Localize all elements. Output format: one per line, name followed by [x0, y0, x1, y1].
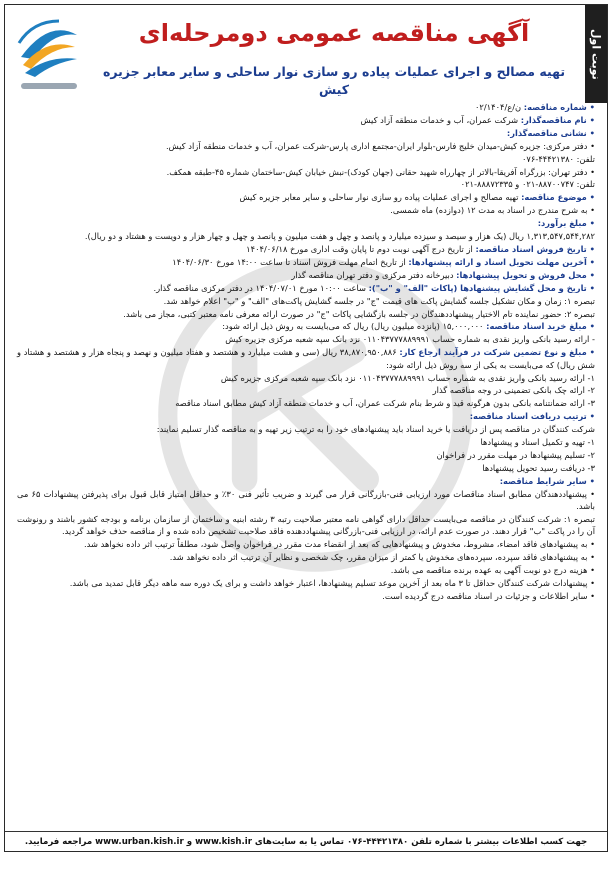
section-label: آخرین مهلت تحویل اسناد و ارائه پیشنهادها:: [408, 256, 587, 267]
section-text: ۲- ارائه چک بانکی تضمینی در وجه مناقصه گذار: [432, 385, 595, 396]
section-text: از تاریخ اتمام مهلت فروش اسناد تا ساعت ۱۴:۰۰ مورخ ۱۴۰۴/۰۶/۳۰: [172, 256, 409, 267]
section-label: تاریخ و محل گشایش پیشنهادها (پاکات "الف" و "ب"):: [368, 282, 587, 293]
tender-section-row: [17, 166, 595, 178]
section-text: ساعت ۱۰:۰۰ مورخ ۱۴۰۴/۰۷/۰۱ در دفتر مرکزی مناقصه گذار.: [153, 282, 369, 293]
tender-section-row: [17, 282, 595, 294]
tender-section-row: [17, 397, 595, 409]
section-label: ترتیب دریافت اسناد مناقصه:: [469, 411, 587, 422]
section-text: تلفن: ۴۴۴۲۱۳۸۰-۰۷۶: [521, 153, 595, 164]
section-text: • دفتر مرکزی: جزیره کیش-میدان خلیج فارس-بلوار ایران-مجتمع اداری پارس-شرکت عمران، آب و خدمات منطقه آزاد کیش.: [165, 140, 595, 151]
page-title: آگهی مناقصه عمومی دومرحله‌ای: [138, 19, 530, 47]
section-text: تبصره ۱: زمان و مکان تشکیل جلسه گشایش پاکت های قیمت "ج" در جلسه گشایش پاکت‌های "الف" و "ب" اعلام خواهد شد.: [163, 295, 595, 306]
section-text: • پیشنهادات شرکت کنندگان حداقل تا ۳ ماه بعد از آخرین موعد تسلیم پیشنهادها، اعتبار خواهد داشت و برای یک دوره سه ماهه دیگر قابل تمدید می باشد.: [69, 578, 595, 589]
section-text: شرکت عمران، آب و خدمات منطقه آزاد کیش: [360, 114, 521, 125]
section-text: ۱,۳۱۳,۵۴۷,۵۴۴,۲۸۲ ریال (یک هزار و سیصد و سیزده میلیارد و پانصد و چهل و هفت میلیون و پانصد و چهل و چهار هزار و دویست و هشتاد و دو ریال).: [84, 231, 595, 242]
section-text: • به پیشنهادهای فاقد سپرده، سپرده‌های مخدوش یا کمتر از میزان مقرر، چک شخصی و نظایر آن ترتیب اثر داده نخواهد شد.: [169, 552, 595, 563]
section-text: • پیشنهاددهندگان مطابق اسناد مناقصات مورد ارزیابی فنی-بازرگانی قرار می گیرند و ضریب تأثیر فنی ۳۰٪ و حداقل امتیاز قابل قبول برای پذیرفتن پیشنهادات ۶۵ می باشد.: [17, 488, 595, 512]
bullet-icon: •: [586, 411, 595, 422]
tender-section-row: [17, 243, 595, 255]
section-label: مبلغ برآورد:: [537, 218, 587, 229]
tender-section-row: [17, 101, 595, 113]
tender-section-row: [17, 114, 595, 126]
section-text: ن/ع/۰۲/۱۴۰۴: [474, 102, 524, 112]
section-text: تهیه مصالح و اجرای عملیات پیاده رو سازی نوار ساحلی و سایر معابر جزیره کیش: [239, 192, 522, 203]
section-text: • سایر اطلاعات و جزئیات در اسناد مناقصه درج گردیده است.: [382, 590, 595, 601]
bullet-icon: •: [586, 256, 595, 267]
tender-section-row: [17, 256, 595, 268]
tender-section-row: [17, 204, 595, 216]
section-label: نشانی مناقصه‌گذار:: [506, 127, 587, 138]
section-label: مبلغ خرید اسناد مناقصه:: [486, 321, 587, 332]
kish-logo-icon: [13, 13, 85, 97]
section-text: دبیرخانه دفتر مرکزی و دفتر تهران مناقصه گذار: [291, 269, 457, 280]
section-text: ۱- تهیه و تکمیل اسناد و پیشنهادها: [480, 437, 595, 448]
bullet-icon: •: [586, 269, 595, 280]
tender-section-row: [17, 423, 595, 435]
tender-section-row: [17, 577, 595, 589]
bullet-icon: •: [586, 218, 595, 229]
section-label: تاریخ فروش اسناد مناقصه:: [475, 243, 587, 254]
section-text: ۳۸,۸۷۰,۹۵۰,۸۸۶ ریال (سی و هشت میلیارد و هشتصد و هفتاد میلیون و نهصد و پنجاه هزار و هشتصد و هشتاد و شش ریال) که می‌بایست به یکی از سه روش ذیل ارائه شود:: [17, 347, 595, 370]
tender-section-row: [17, 346, 595, 371]
contact-footer: جهت کسب اطلاعات بیشتر با شماره تلفن ۴۴۴۲۱۳۸۰-۰۷۶ تماس یا به سایت‌های www.kish.ir و www.urban.kish.ir مراجعه فرمایید.: [5, 831, 607, 851]
tender-section-row: [17, 140, 595, 152]
notice-round-badge: [585, 5, 607, 103]
tender-section-row: [17, 475, 595, 487]
tender-section-row: [17, 590, 595, 602]
tender-section-row: [17, 320, 595, 332]
section-text: ۱- ارائه رسید بانکی واریز نقدی به شماره حساب ۰۱۱۰۴۳۷۷۷۸۸۹۹۹۱ نزد بانک سپه شعبه مرکزی جزیره کیش: [220, 372, 595, 383]
tender-section-row: [17, 127, 595, 139]
section-label: نام مناقصه‌گذار:: [520, 114, 587, 125]
section-text: از تاریخ درج آگهی نوبت دوم تا پایان وقت اداری مورخ ۱۴۰۴/۰۶/۱۸: [246, 243, 476, 254]
tender-section-row: [17, 410, 595, 422]
section-text: • به پیشنهادهای فاقد امضاء، مشروط، مخدوش و پیشنهادهایی که بعد از انقضاء مدت مقرر در فراخوان واصل شود، مطلقاً ترتیب اثر داده نخواهد شد.: [84, 539, 595, 550]
tender-section-row: [17, 269, 595, 281]
tender-section-row: [17, 551, 595, 563]
section-text: ۳- دریافت رسید تحویل پیشنهادها: [482, 462, 595, 473]
advertisement-frame: [4, 4, 608, 852]
section-label: موضوع مناقصه:: [521, 192, 587, 203]
section-text: • به شرح مندرج در اسناد به مدت ۱۲ (دوازده) ماه شمسی.: [390, 205, 595, 216]
bullet-icon: •: [586, 192, 595, 203]
section-text: • دفتر تهران: بزرگراه آفریقا-بالاتر از چهارراه شهید حقانی (جهان کودک)-نبش خیابان کیش-ساختمان شماره ۴۵-طبقه همکف.: [166, 166, 595, 177]
section-text: تبصره ۱: شرکت کنندگان در مناقصه می‌بایست حداقل دارای گواهی نامه معتبر صلاحیت رتبه ۳ رشته ابنیه و ساختمان از سازمان برنامه و بودجه کشور باشند و رونوشت آن را در پاکت "ب" قرار دهند. در صورت عدم ارائه، در ارزیابی فنی-بازرگانی پیشنهاددهنده فاقد صلاحیت تشخیص داده شده و از مناقصه حذف خواهد گردید.: [17, 514, 595, 537]
tender-section-row: [17, 384, 595, 396]
bullet-icon: •: [586, 243, 595, 254]
tender-section-row: [17, 178, 595, 190]
section-label: مبلغ و نوع تضمین شرکت در فرآیند ارجاع کار:: [399, 347, 587, 358]
section-text: تلفن: ۸۸۷۰۰۷۴۷-۰۲۱ و ۸۸۸۷۲۳۳۵-۰۲۱: [460, 179, 595, 190]
section-text: - ارائه رسید بانکی واریز نقدی به شماره حساب ۰۱۱۰۴۳۷۷۷۸۸۹۹۹۱ نزد بانک سپه شعبه مرکزی جزیره کیش: [225, 334, 595, 345]
tender-section-row: [17, 308, 595, 320]
tender-section-row: [17, 436, 595, 448]
bullet-icon: •: [586, 127, 595, 138]
tender-section-row: [17, 564, 595, 576]
section-label: سایر شرایط مناقصه:: [499, 475, 587, 486]
tender-section-row: [17, 230, 595, 242]
section-text: تبصره ۲: حضور نماینده تام الاختیار پیشنهاددهندگان در جلسه بازگشایی پاکات "ج" در صورت ارائه معرفی نامه معتبر کتبی، مجاز می باشد.: [123, 308, 595, 319]
section-text: شرکت کنندگان در مناقصه پس از دریافت یا خرید اسناد باید پیشنهادهای خود را به ترتیب زیر تهیه و به مناقصه گذار تسلیم نمایند:: [156, 424, 595, 435]
section-text: • هزینه درج دو نوبت آگهی به عهده برنده مناقصه می باشد.: [390, 565, 595, 576]
tender-section-row: [17, 449, 595, 461]
bullet-icon: •: [586, 475, 595, 486]
tender-section-row: [17, 538, 595, 550]
tender-section-row: [17, 295, 595, 307]
tender-section-row: [17, 153, 595, 165]
bullet-icon: •: [586, 347, 595, 358]
section-text: ۳- ارائه ضمانتنامه بانکی بدون هرگونه قید و شرط بنام شرکت عمران، آب و خدمات منطقه آزاد کیش مطابق اسناد مناقصه: [175, 398, 595, 409]
page-subtitle: تهیه مصالح و اجرای عملیات پیاده رو سازی نوار ساحلی و سایر معابر جزیره کیش: [102, 64, 566, 97]
tender-details: [17, 101, 595, 603]
bullet-icon: •: [586, 114, 595, 125]
section-label: محل فروش و تحویل پیشنهادها:: [456, 269, 587, 280]
tender-section-row: [17, 372, 595, 384]
section-text: ۲- تسلیم پیشنهادها در مهلت مقرر در فراخوان: [436, 449, 595, 460]
notice-round-label: نوبت اول: [589, 28, 603, 80]
tender-section-row: [17, 333, 595, 345]
section-label: شماره مناقصه:: [523, 102, 587, 112]
tender-section-row: [17, 488, 595, 513]
tender-section-row: [17, 191, 595, 203]
section-text: ۱۵,۰۰۰,۰۰۰ (پانزده میلیون ریال) ریال که می‌بایست به روش ذیل ارائه شود:: [222, 321, 487, 332]
bullet-icon: •: [586, 102, 595, 112]
bullet-icon: •: [586, 282, 595, 293]
tender-section-row: [17, 462, 595, 474]
tender-section-row: [17, 513, 595, 538]
tender-section-row: [17, 217, 595, 229]
bullet-icon: •: [586, 321, 595, 332]
